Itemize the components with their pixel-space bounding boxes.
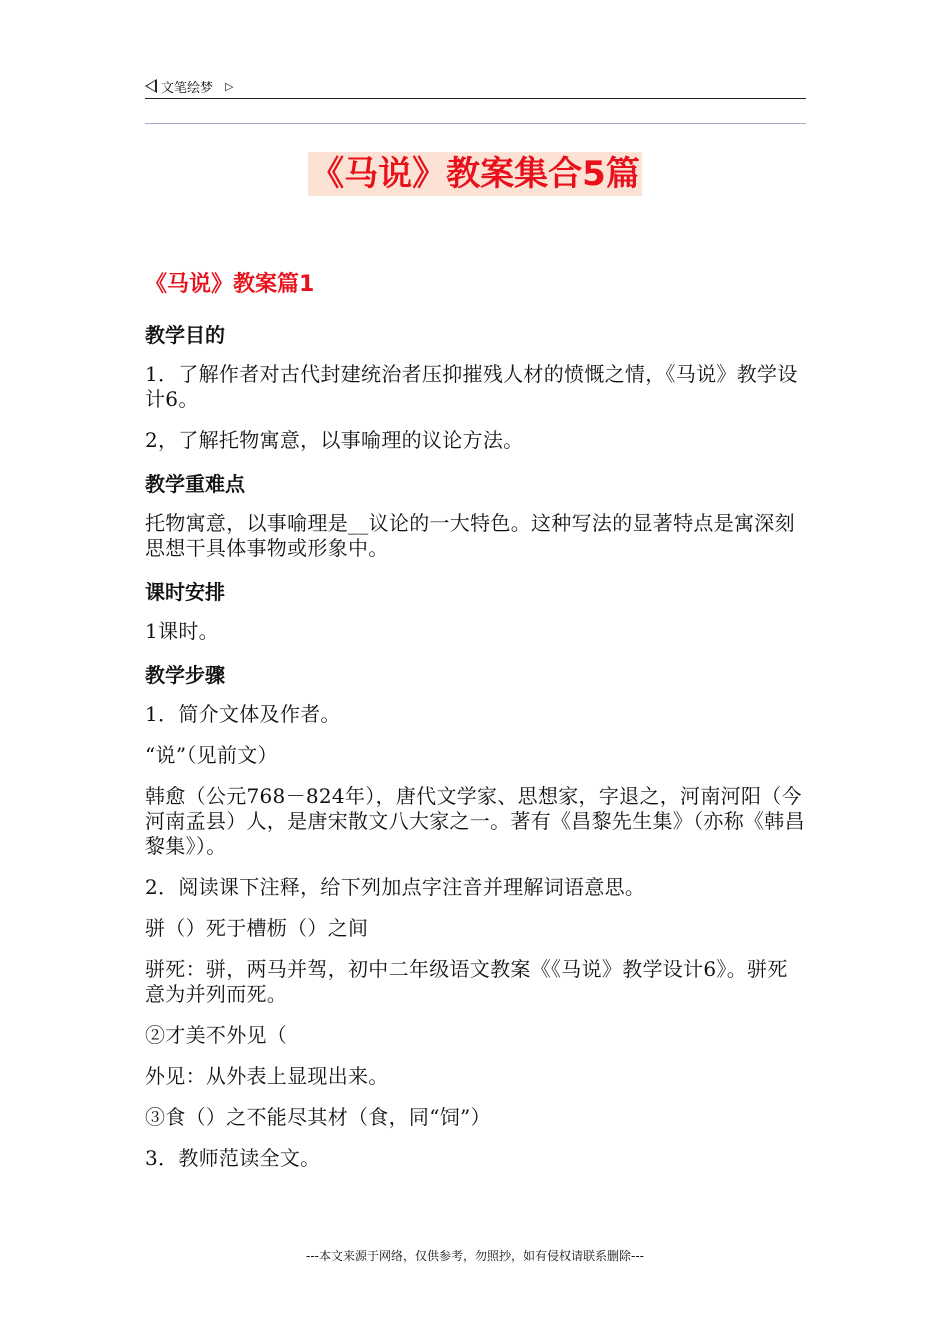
paragraph: 1．了解作者对古代封建统治者压抑摧残人材的愤慨之情，《马说》教学设计6。 — [145, 362, 798, 411]
heading-steps: 教学步骤 — [145, 663, 225, 687]
paragraph: 1．简介文体及作者。 — [145, 702, 341, 726]
paragraph: ②才美不外见（ — [145, 1023, 288, 1047]
page-header — [145, 74, 806, 99]
paragraph: 骈（）死于槽枥（）之间 — [145, 916, 369, 940]
heading-key-points: 教学重难点 — [145, 472, 245, 496]
paragraph: “说”（见前文） — [145, 743, 278, 767]
left-triangle-icon — [145, 79, 157, 93]
paragraph: 3．教师范读全文。 — [145, 1146, 321, 1170]
paragraph: 2．阅读课下注释，给下列加点字注音并理解词语意思。 — [145, 875, 646, 899]
paragraph: ③食（）之不能尽其材（食，同“饲”） — [145, 1105, 491, 1129]
document-body — [145, 268, 806, 1187]
header-brand: 文笔绘梦 — [161, 80, 214, 96]
paragraph: 1课时。 — [145, 619, 219, 643]
heading-schedule: 课时安排 — [145, 580, 225, 604]
document-title: 《马说》教案集合5篇 — [310, 154, 640, 194]
paragraph: 2，了解托物寓意，以事喻理的议论方法。 — [145, 428, 524, 452]
heading-teaching-goal: 教学目的 — [145, 323, 225, 347]
header-divider — [145, 123, 806, 124]
section-title: 《马说》教案篇1 — [145, 272, 315, 297]
title-wrapper — [0, 152, 950, 196]
paragraph: 骈死：骈，两马并驾，初中二年级语文教案《《马说》教学设计6》。骈死意为并列而死。 — [145, 957, 788, 1006]
paragraph: 托物寓意，以事喻理是__议论的一大特色。这种写法的显著特点是寓深刻思想干具体事物或形象中。 — [145, 511, 795, 560]
page-footer: ---本文来源于网络，仅供参考，勿照抄，如有侵权请联系删除--- — [306, 1249, 644, 1263]
paragraph: 韩愈（公元768－824年），唐代文学家、思想家，字退之，河南河阳（今河南孟县）人，是唐宋散文八大家之一。著有《昌黎先生集》（亦称《韩昌黎集》）。 — [145, 784, 805, 858]
right-triangle-icon: ▷ — [225, 79, 234, 93]
paragraph: 外见：从外表上显现出来。 — [145, 1064, 389, 1088]
